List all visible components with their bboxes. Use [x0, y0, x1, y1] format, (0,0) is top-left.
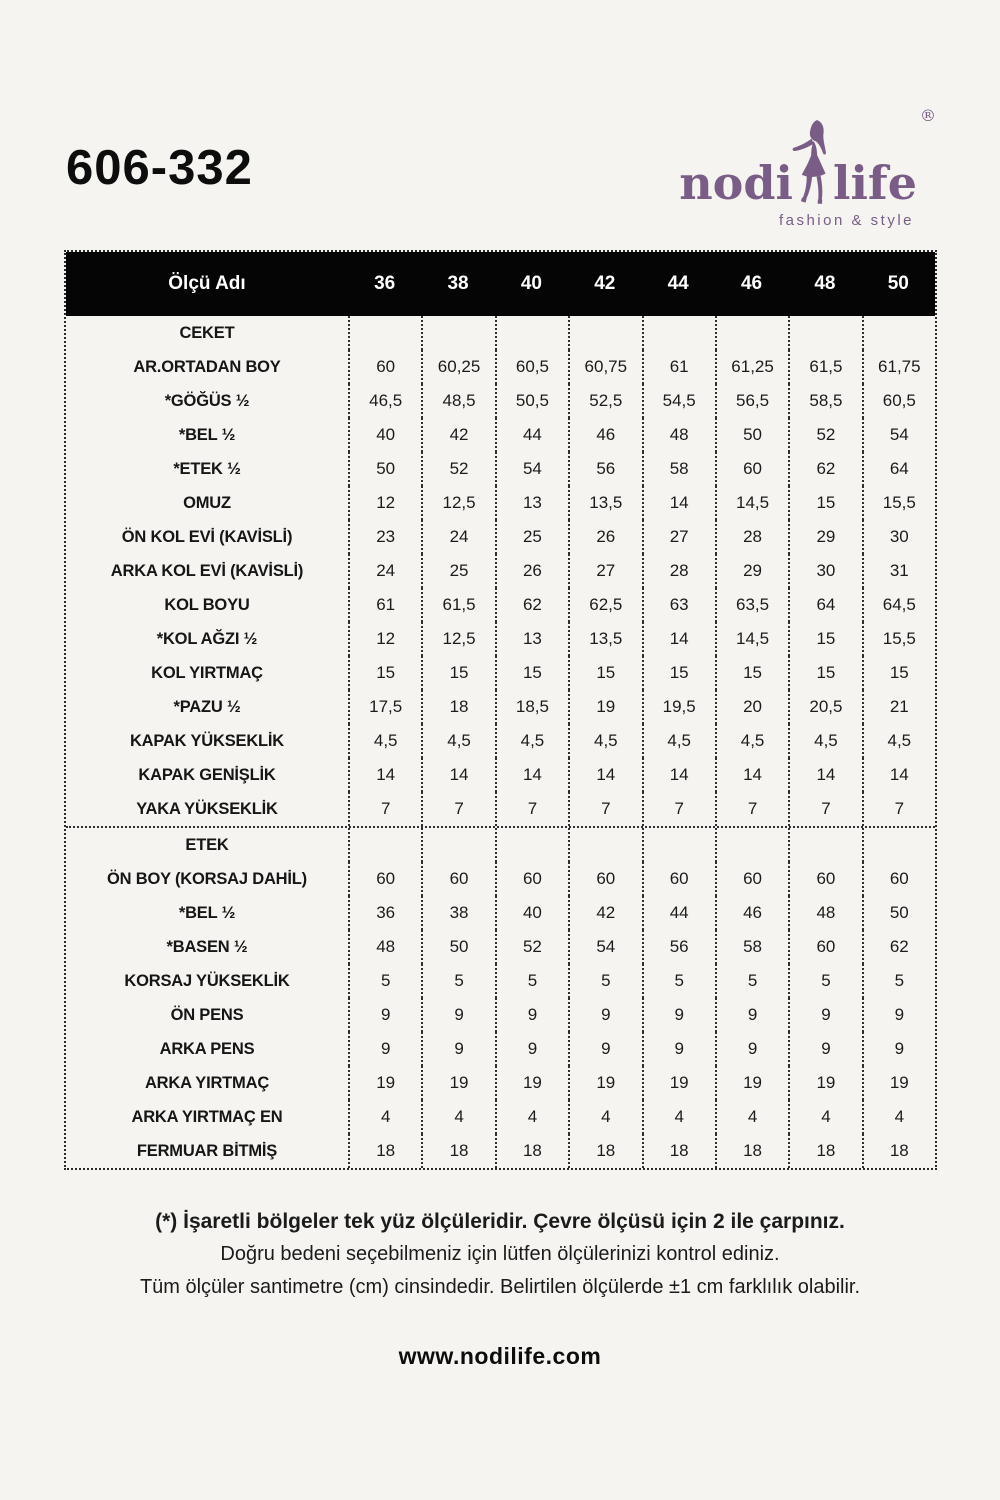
row-label: OMUZ: [183, 493, 231, 512]
table-cell: 4: [642, 1100, 715, 1134]
table-cell: 12: [348, 622, 421, 656]
table-cell: 5: [495, 964, 568, 998]
table-row: [66, 1066, 935, 1100]
table-cell: 42: [421, 418, 494, 452]
table-cell: 9: [568, 998, 641, 1032]
table-cell: 56,5: [715, 384, 788, 418]
table-cell: 15: [788, 622, 861, 656]
row-label: KOL BOYU: [164, 595, 250, 614]
row-label: *ETEK ½: [173, 459, 241, 478]
empty-cell: [568, 828, 641, 862]
row-label: KAPAK GENİŞLİK: [138, 765, 276, 784]
table-cell: 60: [348, 862, 421, 896]
table-cell: 62: [495, 588, 568, 622]
table-cell: 15: [642, 656, 715, 690]
table-cell: 27: [642, 520, 715, 554]
table-cell: 5: [642, 964, 715, 998]
table-cell: 19: [495, 1066, 568, 1100]
table-cell: 60,75: [568, 350, 641, 384]
woman-silhouette-icon: [789, 112, 835, 212]
row-label: AR.ORTADAN BOY: [133, 357, 281, 376]
table-cell: 18: [568, 1134, 641, 1168]
table-cell: 58: [642, 452, 715, 486]
table-cell: 4: [495, 1100, 568, 1134]
table-cell: 7: [642, 792, 715, 826]
table-cell: 14: [642, 758, 715, 792]
table-cell: 30: [788, 554, 861, 588]
table-cell: 19: [862, 1066, 935, 1100]
empty-cell: [715, 316, 788, 350]
header-size-46: 46: [740, 273, 763, 294]
table-cell: 36: [348, 896, 421, 930]
table-row: [66, 384, 935, 418]
empty-cell: [495, 316, 568, 350]
table-cell: 7: [348, 792, 421, 826]
table-cell: 50,5: [495, 384, 568, 418]
header-size-36: 36: [374, 273, 396, 294]
table-cell: 48: [642, 418, 715, 452]
table-cell: 4: [862, 1100, 935, 1134]
table-cell: 14: [862, 758, 935, 792]
size-table-body: [66, 316, 935, 1168]
empty-cell: [862, 828, 935, 862]
table-cell: 24: [421, 520, 494, 554]
row-label: *BASEN ½: [166, 937, 248, 956]
table-cell: 12: [348, 486, 421, 520]
table-cell: 46: [568, 418, 641, 452]
note-line-3: Tüm ölçüler santimetre (cm) cinsindedir. Belirtilen ölçülerde ±1 cm farklılık olabilir.: [139, 1276, 861, 1298]
table-cell: 26: [568, 520, 641, 554]
table-cell: 19: [568, 690, 641, 724]
table-cell: 21: [862, 690, 935, 724]
table-row: [66, 862, 935, 896]
table-cell: 17,5: [348, 690, 421, 724]
table-cell: 18: [715, 1134, 788, 1168]
table-cell: 4: [421, 1100, 494, 1134]
table-row: [66, 1032, 935, 1066]
table-cell: 18: [348, 1134, 421, 1168]
table-cell: 28: [642, 554, 715, 588]
table-section-etek: [66, 826, 935, 1168]
table-cell: 9: [348, 1032, 421, 1066]
table-cell: 20,5: [788, 690, 861, 724]
table-cell: 48: [788, 896, 861, 930]
row-label: ÖN PENS: [170, 1005, 244, 1024]
table-cell: 15: [788, 486, 861, 520]
table-cell: 5: [421, 964, 494, 998]
empty-cell: [348, 828, 421, 862]
table-cell: 9: [862, 1032, 935, 1066]
table-row: [66, 452, 935, 486]
table-cell: 15,5: [862, 486, 935, 520]
empty-cell: [568, 316, 641, 350]
logo-wordmark: [679, 106, 936, 211]
table-cell: 4,5: [421, 724, 494, 758]
table-cell: 61,5: [788, 350, 861, 384]
website-url: www.nodilife.com: [398, 1343, 602, 1369]
table-cell: 7: [495, 792, 568, 826]
table-cell: 19: [568, 1066, 641, 1100]
table-cell: 31: [862, 554, 935, 588]
table-cell: 9: [788, 1032, 861, 1066]
header-size-50: 50: [887, 273, 909, 294]
table-row: [66, 758, 935, 792]
table-cell: 13: [495, 622, 568, 656]
table-cell: 60: [348, 350, 421, 384]
table-cell: 52: [495, 930, 568, 964]
note-line-2: Doğru bedeni seçebilmeniz için lütfen ölçülerinizi kontrol ediniz.: [220, 1243, 780, 1265]
brand-logo: [679, 106, 936, 229]
table-cell: 9: [421, 998, 494, 1032]
table-cell: 4,5: [715, 724, 788, 758]
table-cell: 19: [421, 1066, 494, 1100]
table-cell: 4,5: [348, 724, 421, 758]
empty-cell: [788, 828, 861, 862]
table-cell: 4: [715, 1100, 788, 1134]
table-cell: 14,5: [715, 486, 788, 520]
row-label: *PAZU ½: [173, 697, 241, 716]
notes: [0, 1205, 1000, 1304]
row-label: ÖN BOY (KORSAJ DAHİL): [107, 869, 307, 888]
table-cell: 26: [495, 554, 568, 588]
table-cell: 14: [642, 486, 715, 520]
empty-cell: [642, 316, 715, 350]
row-label: KOL YIRTMAÇ: [151, 663, 263, 682]
product-code: 606-332: [66, 141, 253, 195]
table-cell: 25: [421, 554, 494, 588]
empty-cell: [642, 828, 715, 862]
table-cell: 9: [642, 998, 715, 1032]
table-cell: 54: [862, 418, 935, 452]
table-cell: 61: [348, 588, 421, 622]
table-cell: 14: [421, 758, 494, 792]
table-cell: 40: [348, 418, 421, 452]
table-cell: 9: [495, 998, 568, 1032]
table-cell: 14: [495, 758, 568, 792]
table-cell: 19: [642, 1066, 715, 1100]
table-cell: 15: [568, 656, 641, 690]
table-cell: 23: [348, 520, 421, 554]
table-cell: 25: [495, 520, 568, 554]
empty-cell: [788, 316, 861, 350]
logo-tagline: fashion & style: [778, 212, 914, 229]
table-cell: 14: [715, 758, 788, 792]
table-cell: 63: [642, 588, 715, 622]
table-cell: 54: [568, 930, 641, 964]
table-row: [66, 656, 935, 690]
table-cell: 9: [495, 1032, 568, 1066]
table-cell: 60: [568, 862, 641, 896]
row-label: ARKA YIRTMAÇ EN: [131, 1107, 283, 1126]
table-row: [66, 964, 935, 998]
table-cell: 15: [348, 656, 421, 690]
table-cell: 18: [642, 1134, 715, 1168]
table-row: [66, 350, 935, 384]
table-cell: 60: [715, 452, 788, 486]
table-cell: 48,5: [421, 384, 494, 418]
header-size-48: 48: [814, 273, 836, 294]
table-cell: 60: [788, 862, 861, 896]
table-cell: 15: [495, 656, 568, 690]
table-cell: 5: [348, 964, 421, 998]
logo-text-life: life: [832, 156, 917, 211]
table-cell: 19: [788, 1066, 861, 1100]
table-cell: 9: [642, 1032, 715, 1066]
table-cell: 58: [715, 930, 788, 964]
table-cell: 19: [715, 1066, 788, 1100]
table-row: [66, 1134, 935, 1168]
table-cell: 30: [862, 520, 935, 554]
table-cell: 13,5: [568, 622, 641, 656]
empty-cell: [348, 316, 421, 350]
table-cell: 7: [421, 792, 494, 826]
table-cell: 14: [348, 758, 421, 792]
table-cell: 20: [715, 690, 788, 724]
table-cell: 44: [495, 418, 568, 452]
table-cell: 9: [715, 1032, 788, 1066]
table-cell: 50: [348, 452, 421, 486]
table-cell: 18: [421, 690, 494, 724]
table-cell: 9: [421, 1032, 494, 1066]
table-cell: 19,5: [642, 690, 715, 724]
header-size-44: 44: [667, 273, 689, 294]
table-cell: 52: [421, 452, 494, 486]
table-cell: 15: [715, 656, 788, 690]
table-cell: 24: [348, 554, 421, 588]
table-cell: 5: [788, 964, 861, 998]
row-label: ARKA KOL EVİ (KAVİSLİ): [110, 561, 304, 580]
section-title-row: [66, 828, 935, 862]
table-cell: 62: [788, 452, 861, 486]
table-row: [66, 1100, 935, 1134]
size-table-header: [66, 252, 935, 316]
table-cell: 54: [495, 452, 568, 486]
table-row: [66, 418, 935, 452]
table-cell: 4,5: [568, 724, 641, 758]
table-cell: 60,5: [495, 350, 568, 384]
row-label: YAKA YÜKSEKLİK: [136, 799, 278, 818]
table-cell: 9: [715, 998, 788, 1032]
table-cell: 15: [421, 656, 494, 690]
row-label: ÖN KOL EVİ (KAVİSLİ): [121, 527, 293, 546]
note-line-1: (*) İşaretli bölgeler tek yüz ölçüleridir. Çevre ölçüsü için 2 ile çarpınız.: [155, 1210, 845, 1233]
table-row: [66, 896, 935, 930]
table-cell: 14: [568, 758, 641, 792]
table-cell: 61: [642, 350, 715, 384]
table-cell: 61,25: [715, 350, 788, 384]
table-cell: 18: [788, 1134, 861, 1168]
empty-cell: [495, 828, 568, 862]
table-cell: 62: [862, 930, 935, 964]
registered-trademark-icon: ®: [920, 106, 936, 125]
table-cell: 9: [568, 1032, 641, 1066]
table-row: [66, 998, 935, 1032]
table-cell: 64: [862, 452, 935, 486]
size-table: [64, 250, 937, 1170]
logo-text-nodi: nodi: [679, 156, 793, 211]
table-cell: 14: [642, 622, 715, 656]
table-cell: 42: [568, 896, 641, 930]
table-cell: 29: [788, 520, 861, 554]
table-cell: 7: [715, 792, 788, 826]
row-label: ARKA YIRTMAÇ: [144, 1073, 270, 1092]
row-label: *KOL AĞZI ½: [156, 629, 258, 648]
table-cell: 38: [421, 896, 494, 930]
table-cell: 58,5: [788, 384, 861, 418]
table-cell: 60,5: [862, 384, 935, 418]
table-cell: 60: [495, 862, 568, 896]
table-cell: 46,5: [348, 384, 421, 418]
table-cell: 50: [862, 896, 935, 930]
table-cell: 56: [568, 452, 641, 486]
table-cell: 60: [788, 930, 861, 964]
table-cell: 29: [715, 554, 788, 588]
table-row: [66, 554, 935, 588]
table-cell: 15: [788, 656, 861, 690]
table-cell: 18: [421, 1134, 494, 1168]
table-row: [66, 690, 935, 724]
table-cell: 4,5: [642, 724, 715, 758]
table-cell: 12,5: [421, 486, 494, 520]
table-cell: 15,5: [862, 622, 935, 656]
table-cell: 44: [642, 896, 715, 930]
empty-cell: [421, 828, 494, 862]
table-section-ceket: [66, 316, 935, 826]
row-label: KAPAK YÜKSEKLİK: [129, 731, 285, 750]
row-label: *BEL ½: [178, 903, 236, 922]
table-row: [66, 520, 935, 554]
table-cell: 64: [788, 588, 861, 622]
table-cell: 50: [715, 418, 788, 452]
table-cell: 13,5: [568, 486, 641, 520]
empty-cell: [421, 316, 494, 350]
row-label: *BEL ½: [178, 425, 236, 444]
table-cell: 14: [788, 758, 861, 792]
table-cell: 5: [568, 964, 641, 998]
table-cell: 28: [715, 520, 788, 554]
header-measure-name: Ölçü Adı: [168, 273, 246, 294]
table-cell: 46: [715, 896, 788, 930]
header-size-38: 38: [447, 273, 469, 294]
table-cell: 18: [495, 1134, 568, 1168]
table-cell: 50: [421, 930, 494, 964]
table-cell: 7: [862, 792, 935, 826]
table-cell: 5: [715, 964, 788, 998]
table-cell: 9: [788, 998, 861, 1032]
section-title: ETEK: [185, 835, 229, 854]
table-cell: 9: [348, 998, 421, 1032]
table-cell: 5: [862, 964, 935, 998]
section-title-row: [66, 316, 935, 350]
row-label: *GÖĞÜS ½: [164, 391, 250, 410]
table-cell: 4: [348, 1100, 421, 1134]
table-cell: 13: [495, 486, 568, 520]
table-cell: 19: [348, 1066, 421, 1100]
table-cell: 60: [715, 862, 788, 896]
table-cell: 61,5: [421, 588, 494, 622]
table-cell: 60: [421, 862, 494, 896]
table-cell: 9: [862, 998, 935, 1032]
table-row: [66, 486, 935, 520]
table-cell: 14,5: [715, 622, 788, 656]
table-row: [66, 792, 935, 826]
table-cell: 48: [348, 930, 421, 964]
empty-cell: [862, 316, 935, 350]
table-cell: 18,5: [495, 690, 568, 724]
empty-cell: [715, 828, 788, 862]
row-label: ARKA PENS: [159, 1039, 255, 1058]
table-cell: 4,5: [862, 724, 935, 758]
table-cell: 15: [862, 656, 935, 690]
table-cell: 63,5: [715, 588, 788, 622]
row-label: FERMUAR BİTMİŞ: [136, 1141, 278, 1160]
table-cell: 12,5: [421, 622, 494, 656]
table-cell: 7: [568, 792, 641, 826]
table-cell: 52: [788, 418, 861, 452]
header-size-42: 42: [594, 273, 616, 294]
table-cell: 60: [862, 862, 935, 896]
table-cell: 62,5: [568, 588, 641, 622]
table-cell: 4: [568, 1100, 641, 1134]
table-row: [66, 622, 935, 656]
table-cell: 61,75: [862, 350, 935, 384]
table-row: [66, 588, 935, 622]
table-cell: 56: [642, 930, 715, 964]
table-cell: 4,5: [495, 724, 568, 758]
table-cell: 60,25: [421, 350, 494, 384]
table-cell: 7: [788, 792, 861, 826]
table-cell: 60: [642, 862, 715, 896]
table-cell: 52,5: [568, 384, 641, 418]
table-cell: 27: [568, 554, 641, 588]
row-label: KORSAJ YÜKSEKLİK: [124, 971, 290, 990]
table-cell: 4,5: [788, 724, 861, 758]
table-row: [66, 724, 935, 758]
header-size-40: 40: [520, 273, 542, 294]
table-cell: 64,5: [862, 588, 935, 622]
table-row: [66, 930, 935, 964]
table-cell: 4: [788, 1100, 861, 1134]
table-cell: 40: [495, 896, 568, 930]
table-cell: 54,5: [642, 384, 715, 418]
table-cell: 18: [862, 1134, 935, 1168]
section-title: CEKET: [179, 323, 235, 342]
